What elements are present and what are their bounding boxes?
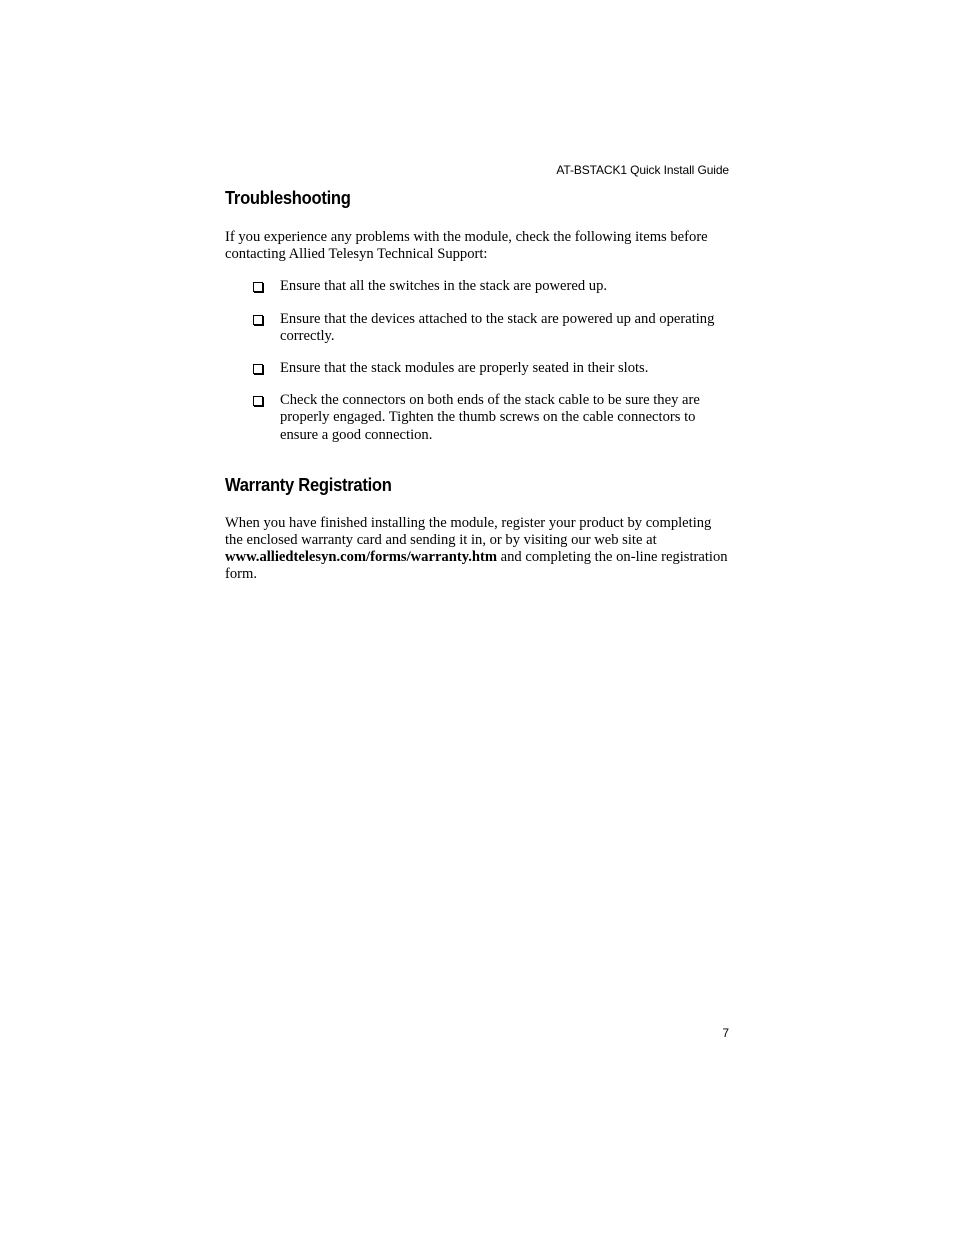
warranty-text-after: and completing the on-line registration form. bbox=[225, 549, 728, 583]
checklist-item bbox=[225, 360, 730, 377]
checklist-item-text: Ensure that the devices attached to the stack are powered up and operating correctly. bbox=[280, 310, 715, 344]
checklist-item-text: Ensure that the stack modules are properly seated in their slots. bbox=[280, 360, 649, 377]
checklist-item bbox=[225, 278, 730, 295]
page-content bbox=[225, 188, 730, 584]
checkbox-icon bbox=[253, 364, 263, 374]
warranty-paragraph bbox=[225, 515, 730, 584]
troubleshooting-intro: If you experience any problems with the module, check the following items before contacting Allied Telesyn Technical Support: bbox=[225, 229, 708, 263]
warranty-text-before: When you have finished installing the module, register your product by completing the enclosed warranty card and sending it in, or by visiting our web site at bbox=[225, 514, 712, 549]
checkbox-icon bbox=[253, 396, 263, 406]
warranty-heading: Warranty Registration bbox=[225, 474, 392, 495]
checklist-item-text: Ensure that all the switches in the stack are powered up. bbox=[280, 278, 608, 295]
troubleshooting-heading: Troubleshooting bbox=[225, 188, 351, 208]
checkbox-icon bbox=[253, 282, 263, 292]
checklist-item bbox=[225, 392, 730, 444]
checklist-item-text: Check the connectors on both ends of the stack cable to be sure they are properly engaged. Tighten the thumb screws on the cable connectors to ensure a good connection. bbox=[280, 392, 700, 443]
checklist bbox=[225, 278, 730, 443]
page-number: 7 bbox=[722, 1026, 729, 1040]
checkbox-icon bbox=[253, 315, 263, 325]
running-header: AT-BSTACK1 Quick Install Guide bbox=[556, 163, 729, 177]
checklist-item bbox=[225, 311, 730, 345]
warranty-url: www.alliedtelesyn.com/forms/warranty.htm bbox=[225, 549, 497, 566]
